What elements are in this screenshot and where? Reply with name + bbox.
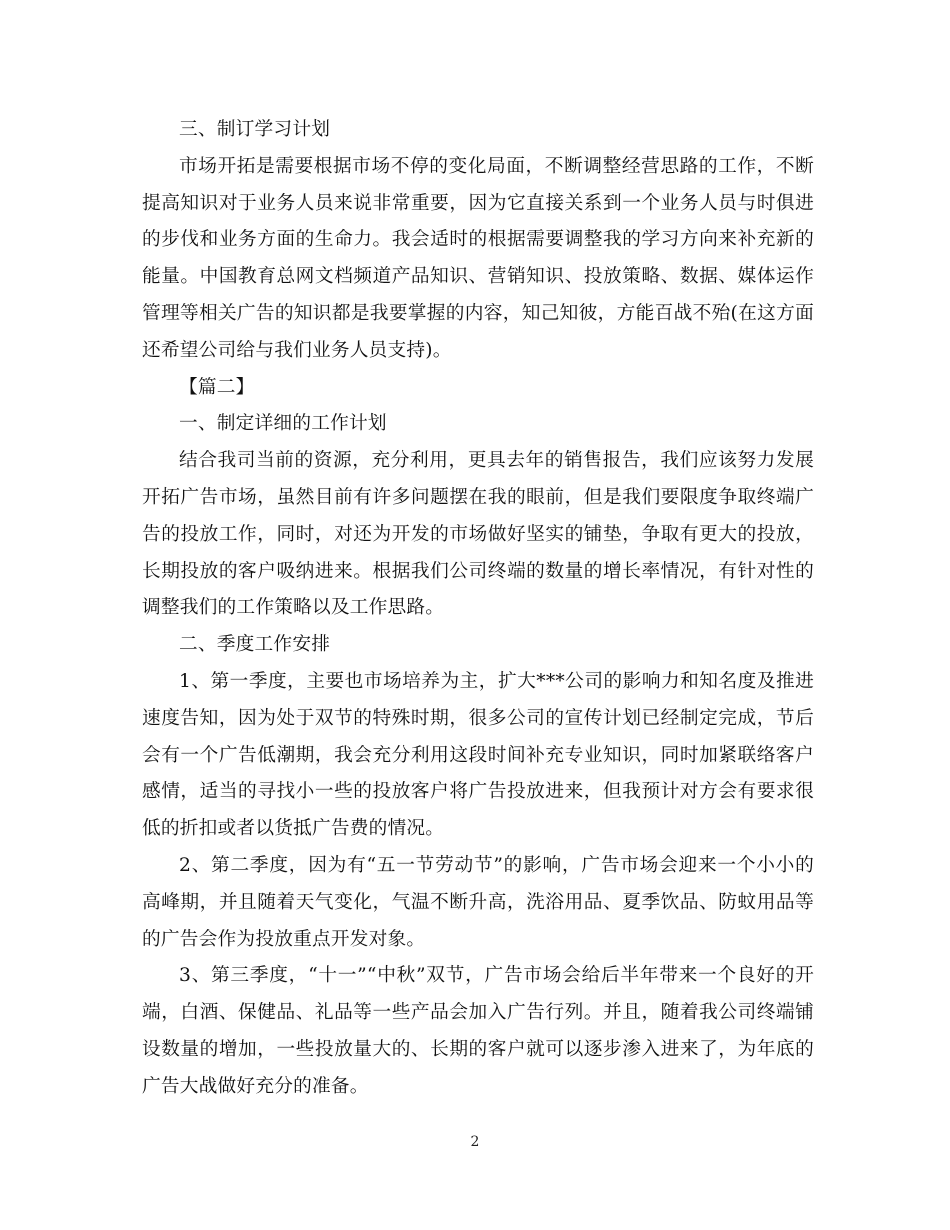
paragraph-quarter-3: 3、第三季度，“十一”“中秋”双节，广告市场会给后半年带来一个良好的开端，白酒、保健品、礼品等一些产品会加入广告行列。并且，随着我公司终端铺设数量的增加，一些投放量大的、长期的客户就可以逐步渗入进来了，为年底的广告大战做好充分的准备。 (142, 965, 814, 1097)
paragraph-market-expansion: 市场开拓是需要根据市场不停的变化局面，不断调整经营思路的工作，不断提高知识对于业务人员来说非常重要，因为它直接关系到一个业务人员与时俱进的步伐和业务方面的生命力。我会适时的根据需要调整我的学习方向来补充新的能量。中国教育总网文档频道产品知识、营销知识、投放策略、数据、媒体运作管理等相关广告的知识都是我要掌握的内容，知己知彼，方能百战不殆(在这方面还希望公司给与我们业务人员支持)。 (142, 155, 814, 361)
paragraph-resources: 结合我司当前的资源，充分利用，更具去年的销售报告，我们应该努力发展开拓广告市场，虽然目前有许多问题摆在我的眼前，但是我们要限度争取终端广告的投放工作，同时，对还为开发的市场做好坚实的铺垫，争取有更大的投放，长期投放的客户吸纳进来。根据我们公司终端的数量的增长率情况，有针对性的调整我们的工作策略以及工作思路。 (142, 450, 814, 619)
part-two-heading: 【篇二】 (179, 376, 255, 398)
section-heading-work-plan: 一、制定详细的工作计划 (179, 413, 387, 435)
paragraph-quarter-2: 2、第二季度，因为有“五一节劳动节”的影响，广告市场会迎来一个小小的高峰期，并且随着天气变化，气温不断升高，洗浴用品、夏季饮品、防蚊用品等的广告会作为投放重点开发对象。 (142, 854, 814, 950)
paragraph-quarter-1: 1、第一季度，主要也市场培养为主，扩大***公司的影响力和知名度及推进速度告知，因为处于双节的特殊时期，很多公司的宣传计划已经制定完成，节后会有一个广告低潮期，我会充分利用这段时间补充专业知识，同时加紧联络客户感情，适当的寻找小一些的投放客户将广告投放进来，但我预计对方会有要求很低的折扣或者以货抵广告费的情况。 (142, 670, 814, 840)
page-number: 2 (470, 1134, 480, 1150)
section-heading-quarterly: 二、季度工作安排 (179, 634, 331, 656)
section-heading-learning-plan: 三、制订学习计划 (179, 119, 331, 140)
document-body (142, 112, 814, 1106)
